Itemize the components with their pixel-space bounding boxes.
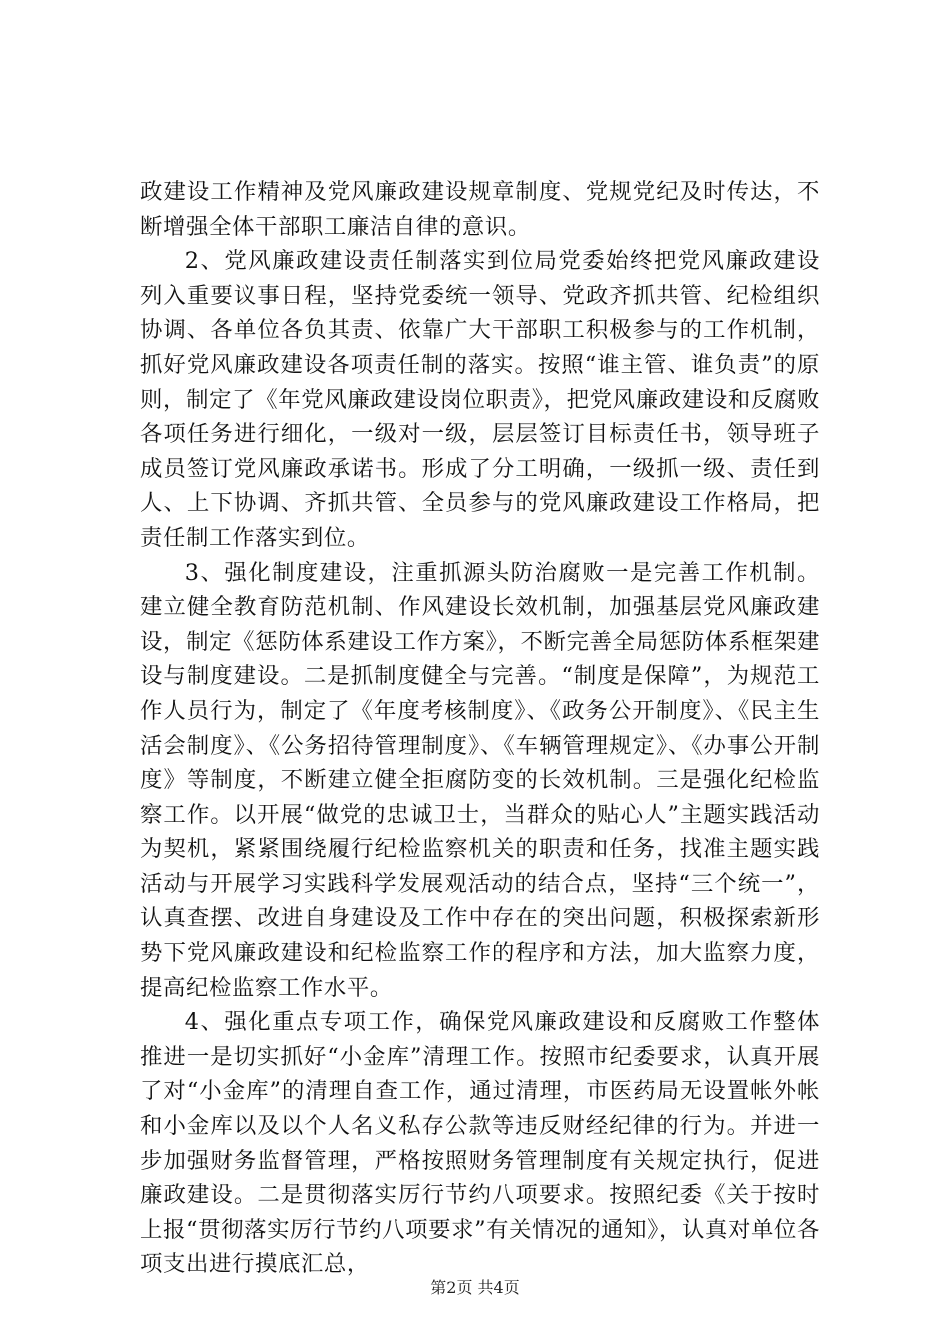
paragraph-item-2: 2、党风廉政建设责任制落实到位局党委始终把党风廉政建设列入重要议事日程，坚持党委统一领导、党政齐抓共管、纪检组织协调、各单位各负其责、依靠广大干部职工积极参与的工作机制，抓好党风廉政建设各项责任制的落实。按照“谁主管、谁负责”的原则，制定了《年党风廉政建设岗位职责》，把党风廉政建设和反腐败各项任务进行细化，一级对一级，层层签订目标责任书，领导班子成员签订党风廉政承诺书。形成了分工明确，一级抓一级、责任到人、上下协调、齐抓共管、全员参与的党风廉政建设工作格局，把责任制工作落实到位。 — [140, 248, 820, 551]
paragraph-item-4: 4、强化重点专项工作，确保党风廉政建设和反腐败工作整体推进一是切实抓好“小金库”清理工作。按照市纪委要求，认真开展了对“小金库”的清理自查工作，通过清理，市医药局无设置帐外帐和小金库以及以个人名义私存公款等违反财经纪律的行为。并进一步加强财务监督管理，严格按照财务管理制度有关规定执行，促进廉政建设。二是贯彻落实厉行节约八项要求。按照纪委《关于按时上报“贯彻落实厉行节约八项要求”有关情况的通知》，认真对单位各项支出进行摸底汇总， — [140, 1009, 820, 1278]
document-body — [140, 175, 820, 1282]
paragraph-continuation: 政建设工作精神及党风廉政建设规章制度、党规党纪及时传达，不断增强全体干部职工廉洁自律的意识。 — [140, 179, 820, 240]
page-number-footer: 第2页 共4页 — [430, 1278, 520, 1297]
paragraph-item-3: 3、强化制度建设，注重抓源头防治腐败一是完善工作机制。建立健全教育防范机制、作风建设长效机制，加强基层党风廉政建设，制定《惩防体系建设工作方案》，不断完善全局惩防体系框架建设与制度建设。二是抓制度健全与完善。“制度是保障”，为规范工作人员行为，制定了《年度考核制度》、《政务公开制度》、《民主生活会制度》、《公务招待管理制度》、《车辆管理规定》、《办事公开制度》等制度，不断建立健全拒腐防变的长效机制。三是强化纪检监察工作。以开展“做党的忠诚卫士，当群众的贴心人”主题实践活动为契机，紧紧围绕履行纪检监察机关的职责和任务，找准主题实践活动与开展学习实践科学发展观活动的结合点，坚持“三个统一”，认真查摆、改进自身建设及工作中存在的突出问题，积极探索新形势下党风廉政建设和纪检监察工作的程序和方法，加大监察力度，提高纪检监察工作水平。 — [140, 559, 820, 1001]
